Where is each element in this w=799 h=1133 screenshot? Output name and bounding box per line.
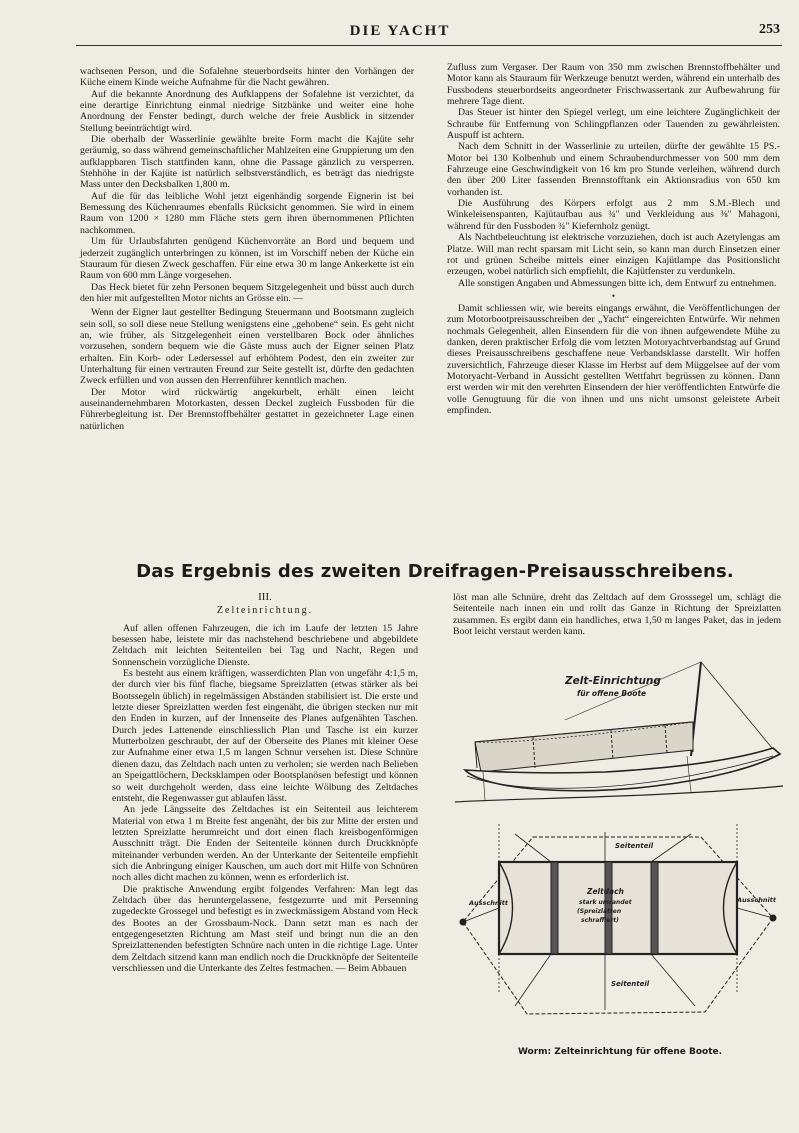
paragraph: Das Heck bietet für zehn Personen bequem Sitzgelegenheit und büsst auch durch den hier mit aufgestellten Motor nichts an Grösse ein. — [80,281,414,304]
tent-drawing [455,660,783,1055]
top-right-column [447,62,780,416]
closing-paragraph: Damit schliessen wir, wie bereits eingangs erwähnt, die Veröffentlichungen der zum Motorbootpreisausschreiben der „Yacht“ eingereichten Entwürfe. Wir nehmen nochmals Gelegenheit, allen Einsendern für die von ihnen aufgewendete Mühe zu danken, deren praktischer Erfolg die vom letzten Motoryachtverbandstag auf Grund dieses Preisausschreibens geschaffene neue Verbandsklasse darstellt. Wir hoffen zuversichtlich, Fahrzeuge dieser Klasse im Herbst auf dem Müggelsee auf der vom Motoryacht-Verband in Aussicht gestellten Wettfahrt begrüssen zu können. Dann erst werden wir mit den verehrten Einsendern der hier veröffentlichten Entwürfe die volle Genugtuung für die von ihnen und uns nicht umsonst geleistete Arbeit empfinden. [447,302,780,416]
paragraph: Das Steuer ist hinter den Spiegel verlegt, um eine leichtere Zugänglichkeit der Schraube für Entfernung von Schlingpflanzen oder Tauenden zu gewährleisten. Auspuff ist achtern. [447,107,780,142]
figure-subtitle: für offene Boote [577,689,647,698]
paragraph: Es besteht aus einem kräftigen, wasserdichten Plan von ungefähr 4:1,5 m, der durch vier bis fünf flache, biegsame Spreizlatten (etwas stärker als bei Bootssegeln üblich) in regelmässigen Abständen stabilisiert ist. Die erste und letzte dieser Spreizlatten werden fest eingenäht, die übrigen stecken nur mit den Enden in kurzen, auf der Innenseite des Planes aufgenähten Taschen. Durch jedes Lattenende einschliesslich Plan und Tasche ist ein kurzer Mutterbolzen geschraubt, der auf der Oberseite des Planes mit kleiner Oese zur Aufnahme einer etwa 1,5 m langen Schnur versehen ist. Diese Schnüre dienen dazu, das Zeltdach nach unten zu verholen; sie werden nach Belieben an Speigattlöchern, Decksklampen oder Bootsplanösen befestigt und können so weit durchgeholt werden, dass eine leichte Wölbung des Zeltdaches entsteht, die Regenwasser gut ablaufen lässt. [112,668,418,804]
paragraph: Auf die bekannte Anordnung des Aufklappens der Sofalehne ist verzichtet, da eine derartige Einrichtung einmal niedrige Sitzbänke und weiter eine hohe Anordnung der Fenster bedingt, durch welche der freie Ausblick in sitzender Stellung beeinträchtigt wird. [80,88,414,134]
article-left-column [112,590,418,974]
paragraph: Wenn der Eigner laut gestellter Bedingung Steuermann und Bootsmann zugleich sein soll, so soll diese neue Stellung wenigstens eine „gehobene“ sein. Es geht nicht an, wie früher, als Sitzgelegenheit einen verstellbaren Bock oder ähnliches vorzusehen, sondern bequem wie die Gäste muss auch der Eigner seinen Platz erhalten. Ein Korb- oder Ledersessel auf erhöhtem Podest, den ein zweiter zur Unterhaltung für einen vertrauten Freund zur Seite gestellt ist, dürfte den gedachten Zweck erfüllen und von aussen den Herrenführer kenntlich machen. [80,307,414,387]
paragraph: Die praktische Anwendung ergibt folgendes Verfahren: Man legt das Zeltdach über das heruntergelassene, festgezurrte und mit Persenning zugedeckte Grossegel und befestigt es in zweckmässigem Abstand vom Heck des Bootes an der Grossbaum-Nock. Dann setzt man es nach der entgegengesetzten Richtung am Mast steif und bringt nun die an den Spreizlattenenden befestigten Schnüre nach unten in die richtige Lage. Unter dem Zeltdach sitzend kann man endlich noch die Druckknöpfe der Seitenteile verschliessen und die Unterkante des Zeltes festmachen. — Beim Abbauen [112,883,418,974]
header-rule [76,45,782,46]
label-ausschnitt-left: Ausschnitt [469,899,508,907]
paragraph: wachsenen Person, und die Sofalehne steuerbordseits hinter den Vorhängen der Küche einem Kinde weiche Aufnahme für die Nacht gewähren. [80,66,414,89]
paragraph: An jede Längsseite des Zeltdaches ist ein Seitenteil aus leichterem Material von etwa 1 m Breite fest angenäht, der bis zur Mitte der ersten und letzten Spreizlatte herumreicht und dort einen flach kreisbogenförmigen Ausschnitt trägt. Die Enden der Seitenteile können durch Druckknöpfe miteinander verbunden werden. An der Unterkante der Seitenteile empfiehlt sich die Anbringung einiger Kauschen, um auch dort mit Hilfe von Schnüren noch alles dicht machen zu können, wenn es erforderlich ist. [112,804,418,884]
separator-dot: • [611,290,616,301]
paragraph: Alle sonstigen Angaben und Abmessungen bitte ich, dem Entwurf zu entnehmen. [458,277,777,289]
paragraph: Auf die für das leibliche Wohl jetzt eigenhändig sorgende Eignerin ist bei Bemessung des Küchenraumes ebenfalls Rücksicht genommen. Sie wird in einem Raum von 1200 × 1280 mm Fläche stets gern ihren übernommenen Pflichten nachkommen. [80,190,414,236]
label-zeltdach-2: stark umrandet [579,899,632,906]
label-seitenteil-bottom: Seitenteil [611,980,650,988]
paragraph: Um für Urlaubsfahrten genügend Küchenvorräte an Bord und bequem und jederzeit zugänglich unterbringen zu können, ist im Vorschiff neben der Küche ein Stauraum für diesen Zweck geschaffen. Für eine etwa 30 m lange Ankerkette ist ein Raum von 600 mm Länge vorgesehen. [80,236,414,282]
paragraph: Nach dem Schnitt in der Wasserlinie zu urteilen, dürfte der gewählte 15 PS.-Motor bei 130 Kolbenhub und einem Schraubendurchmesser von 500 mm dem Fahrzeuge eine Geschwindigkeit von 16 km pro Stunde verleihen, während durch den über 200 Liter fassenden Brennstofftank ein Aktionsradius von 650 km vorhanden ist. [447,141,780,198]
paragraph: Auf allen offenen Fahrzeugen, die ich im Laufe der letzten 15 Jahre besessen habe, leistete mir das nachstehend beschriebene und abgebildete Zeltdach mit leichten Seitenteilen bei Tag und Nacht, Regen und Sonnenschein vorzügliche Dienste. [112,622,418,668]
paragraph: löst man alle Schnüre, dreht das Zeltdach auf dem Grosssegel um, schlägt die Seitenteile nach innen ein und rollt das Ganze in Richtung der Spreizlatten zusammen. Es ergibt dann ein handliches, etwa 1,50 m langes Paket, das in jedem Boot leicht verstaut werden kann. [453,592,781,638]
label-zeltdach-1: Zeltdach [587,887,624,896]
section-title: Zelteinrichtung. [216,605,314,617]
label-zeltdach-4: schraffiert) [581,917,619,924]
label-seitenteil-top: Seitenteil [615,842,654,850]
page-number: 253 [759,22,780,37]
tent-figure [455,660,783,1055]
paragraph: Die oberhalb der Wasserlinie gewählte breite Form macht die Kajüte sehr geräumig, so dass während gemeinschaftlicher Mahlzeiten eine Gruppierung um den aufklappbaren Tisch stattfinden kann, ohne die Passage gänzlich zu versperren. Stehhöhe in der Kajüte ist natürlich selbstverständlich, es beträgt das niedrigste Mass unter den Decksbalken 1,800 m. [80,134,414,191]
paragraph: Die Ausführung des Körpers erfolgt aus 2 mm S.M.-Blech und Winkeleisenspanten, Kajütaufbau aus ¾" und Verkleidung aus ⅜" Mahagoni, während für den Fussboden ¾" Kiefernholz genügt. [447,198,780,232]
paragraph: Als Nachtbeleuchtung ist elektrische vorzuziehen, doch ist auch Azetylengas am Platze. Will man recht sparsam mit Licht sein, so kann man durch Einsetzen einer rot und grünen Scheibe mittels einer einzigen Kajütlampe das Positionslicht erzeugen, wobei natürlich sich empfiehlt, die Kajütfenster zu verdunkeln. [447,232,780,278]
top-left-column [80,66,414,432]
paragraph: Der Motor wird rückwärtig angekurbelt, erhält einen leicht auseinandernehmbaren Motorkasten, dessen Deckel zugleich Fussboden für die Führerbegleitung ist. Der Brennstoffbehälter gestattet in gezeichneter Lage einen natürlichen [80,386,414,432]
section-number: III. [258,591,272,603]
figure-title: Zelt-Einrichtung [565,675,661,687]
running-header: DIE YACHT [349,23,451,39]
figure-caption: Worm: Zelteinrichtung für offene Boote. [517,1047,723,1057]
article-title: Das Ergebnis des zweiten Dreifragen-Preisausschreibens. [136,561,734,582]
label-zeltdach-3: (Spreizlatten [577,908,622,915]
paragraph: Zufluss zum Vergaser. Der Raum von 350 mm zwischen Brennstoffbehälter und Motor kann als Stauraum für Werkzeuge benutzt werden, während ein unterhalb des Fussbodens steuerbordseits angeordneter Frischwassertank zur Aufbewahrung für mehrere Tage dient. [447,62,780,108]
label-ausschnitt-right: Ausschnitt [737,896,776,904]
article-right-column [453,592,781,637]
